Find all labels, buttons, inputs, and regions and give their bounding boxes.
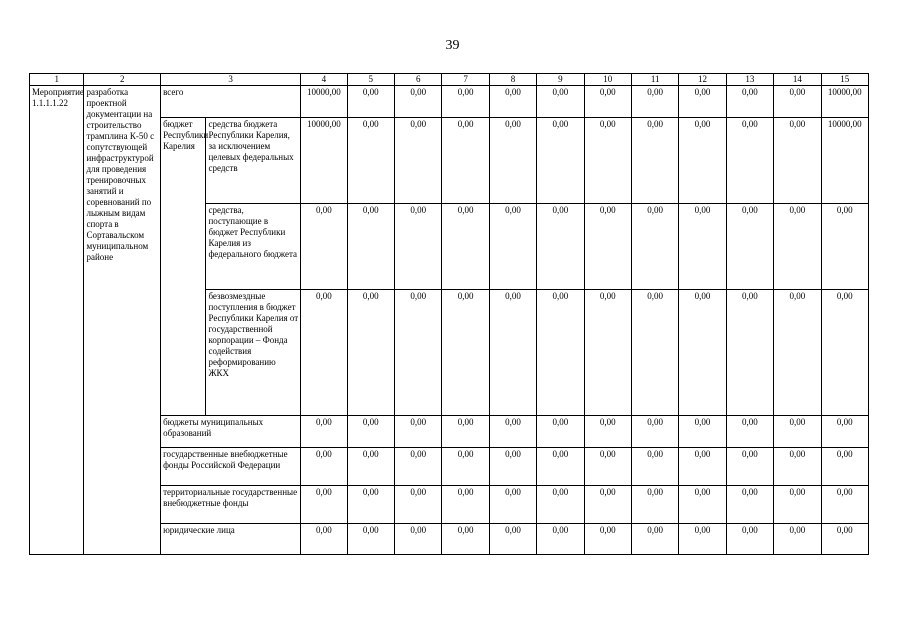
value-cell: 0,00 <box>442 118 489 204</box>
value-cell: 0,00 <box>584 204 631 290</box>
value-cell: 0,00 <box>726 204 773 290</box>
value-cell: 0,00 <box>774 448 821 486</box>
row-label: юридические лица <box>161 524 301 555</box>
value-cell: 0,00 <box>584 486 631 524</box>
header-cell: 14 <box>774 74 821 86</box>
header-cell: 6 <box>395 74 442 86</box>
value-cell: 0,00 <box>537 486 584 524</box>
value-cell: 0,00 <box>301 416 347 448</box>
value-cell: 10000,00 <box>821 86 868 118</box>
event-code: Мероприятие 1.1.1.1.22 <box>30 86 84 555</box>
value-cell: 0,00 <box>631 118 678 204</box>
value-cell: 0,00 <box>301 524 347 555</box>
value-cell: 0,00 <box>395 118 442 204</box>
header-cell: 4 <box>301 74 347 86</box>
value-cell: 10000,00 <box>301 86 347 118</box>
value-cell: 0,00 <box>489 204 536 290</box>
header-cell: 12 <box>679 74 726 86</box>
row-label: государственные внебюджетные фонды Российской Федерации <box>161 448 301 486</box>
header-cell: 7 <box>442 74 489 86</box>
header-cell: 9 <box>537 74 584 86</box>
value-cell: 0,00 <box>489 524 536 555</box>
header-cell: 3 <box>161 74 301 86</box>
value-cell: 0,00 <box>631 86 678 118</box>
value-cell: 0,00 <box>442 416 489 448</box>
value-cell: 0,00 <box>679 486 726 524</box>
budget-rk-label: бюджет Республики Карелия <box>161 118 206 416</box>
header-cell: 5 <box>347 74 394 86</box>
value-cell: 0,00 <box>631 290 678 416</box>
value-cell: 0,00 <box>584 86 631 118</box>
header-cell: 13 <box>726 74 773 86</box>
value-cell: 0,00 <box>726 118 773 204</box>
value-cell: 0,00 <box>395 290 442 416</box>
value-cell: 0,00 <box>726 290 773 416</box>
value-cell: 0,00 <box>726 524 773 555</box>
header-cell: 10 <box>584 74 631 86</box>
value-cell: 0,00 <box>442 524 489 555</box>
value-cell: 0,00 <box>489 448 536 486</box>
page-number: 39 <box>445 38 460 53</box>
header-cell: 8 <box>489 74 536 86</box>
value-cell: 0,00 <box>679 118 726 204</box>
value-cell: 0,00 <box>489 86 536 118</box>
value-cell: 0,00 <box>347 486 394 524</box>
value-cell: 0,00 <box>584 448 631 486</box>
value-cell: 0,00 <box>726 416 773 448</box>
value-cell: 0,00 <box>774 486 821 524</box>
value-cell: 0,00 <box>442 86 489 118</box>
value-cell: 0,00 <box>347 290 394 416</box>
value-cell: 0,00 <box>774 416 821 448</box>
value-cell: 0,00 <box>821 290 868 416</box>
value-cell: 0,00 <box>679 416 726 448</box>
value-cell: 0,00 <box>584 290 631 416</box>
value-cell: 0,00 <box>537 448 584 486</box>
value-cell: 0,00 <box>537 416 584 448</box>
header-cell: 15 <box>821 74 868 86</box>
row-label: территориальные государственные внебюджетные фонды <box>161 486 301 524</box>
value-cell: 0,00 <box>631 524 678 555</box>
value-cell: 0,00 <box>726 86 773 118</box>
value-cell: 0,00 <box>489 416 536 448</box>
value-cell: 0,00 <box>301 486 347 524</box>
value-cell: 10000,00 <box>301 118 347 204</box>
value-cell: 0,00 <box>442 204 489 290</box>
value-cell: 0,00 <box>631 486 678 524</box>
value-cell: 0,00 <box>726 448 773 486</box>
value-cell: 0,00 <box>395 416 442 448</box>
row-label: безвозмездные поступления в бюджет Республики Карелия от государственной корпорации – Фонда содействия реформированию ЖКХ <box>206 290 301 416</box>
event-description: разработка проектной документации на строительство трамплина К-50 с сопутствующей инфраструктурой для проведения тренировочных занятий и соревнований по лыжным видам спорта в Сортавальском муниципальном районе <box>84 86 161 555</box>
value-cell: 0,00 <box>347 118 394 204</box>
value-cell: 0,00 <box>489 118 536 204</box>
value-cell: 0,00 <box>347 524 394 555</box>
value-cell: 0,00 <box>726 486 773 524</box>
value-cell: 0,00 <box>395 448 442 486</box>
value-cell: 0,00 <box>821 448 868 486</box>
value-cell: 0,00 <box>347 448 394 486</box>
value-cell: 0,00 <box>679 524 726 555</box>
value-cell: 0,00 <box>537 204 584 290</box>
value-cell: 0,00 <box>821 524 868 555</box>
value-cell: 0,00 <box>395 524 442 555</box>
table-row <box>30 86 869 118</box>
header-row <box>30 74 869 86</box>
row-label: всего <box>161 86 301 118</box>
value-cell: 0,00 <box>631 448 678 486</box>
value-cell: 0,00 <box>489 290 536 416</box>
value-cell: 10000,00 <box>821 118 868 204</box>
value-cell: 0,00 <box>489 486 536 524</box>
value-cell: 0,00 <box>347 416 394 448</box>
value-cell: 0,00 <box>821 204 868 290</box>
value-cell: 0,00 <box>631 416 678 448</box>
value-cell: 0,00 <box>631 204 678 290</box>
value-cell: 0,00 <box>821 416 868 448</box>
value-cell: 0,00 <box>395 486 442 524</box>
value-cell: 0,00 <box>584 416 631 448</box>
value-cell: 0,00 <box>679 290 726 416</box>
value-cell: 0,00 <box>347 204 394 290</box>
value-cell: 0,00 <box>301 290 347 416</box>
value-cell: 0,00 <box>301 448 347 486</box>
value-cell: 0,00 <box>774 86 821 118</box>
value-cell: 0,00 <box>679 204 726 290</box>
budget-table <box>29 73 869 555</box>
row-label: бюджеты муниципальных образований <box>161 416 301 448</box>
value-cell: 0,00 <box>584 118 631 204</box>
value-cell: 0,00 <box>347 86 394 118</box>
header-cell: 11 <box>631 74 678 86</box>
value-cell: 0,00 <box>821 486 868 524</box>
value-cell: 0,00 <box>537 86 584 118</box>
value-cell: 0,00 <box>537 290 584 416</box>
value-cell: 0,00 <box>774 118 821 204</box>
row-label: средства, поступающие в бюджет Республики Карелия из федерального бюджета <box>206 204 301 290</box>
value-cell: 0,00 <box>774 204 821 290</box>
value-cell: 0,00 <box>774 524 821 555</box>
value-cell: 0,00 <box>395 204 442 290</box>
row-label: средства бюджета Республики Карелия, за исключением целевых федеральных средств <box>206 118 301 204</box>
value-cell: 0,00 <box>442 290 489 416</box>
value-cell: 0,00 <box>301 204 347 290</box>
value-cell: 0,00 <box>442 448 489 486</box>
value-cell: 0,00 <box>537 524 584 555</box>
value-cell: 0,00 <box>679 86 726 118</box>
value-cell: 0,00 <box>395 86 442 118</box>
value-cell: 0,00 <box>442 486 489 524</box>
value-cell: 0,00 <box>679 448 726 486</box>
value-cell: 0,00 <box>774 290 821 416</box>
value-cell: 0,00 <box>537 118 584 204</box>
header-cell: 1 <box>30 74 84 86</box>
value-cell: 0,00 <box>584 524 631 555</box>
header-cell: 2 <box>84 74 161 86</box>
